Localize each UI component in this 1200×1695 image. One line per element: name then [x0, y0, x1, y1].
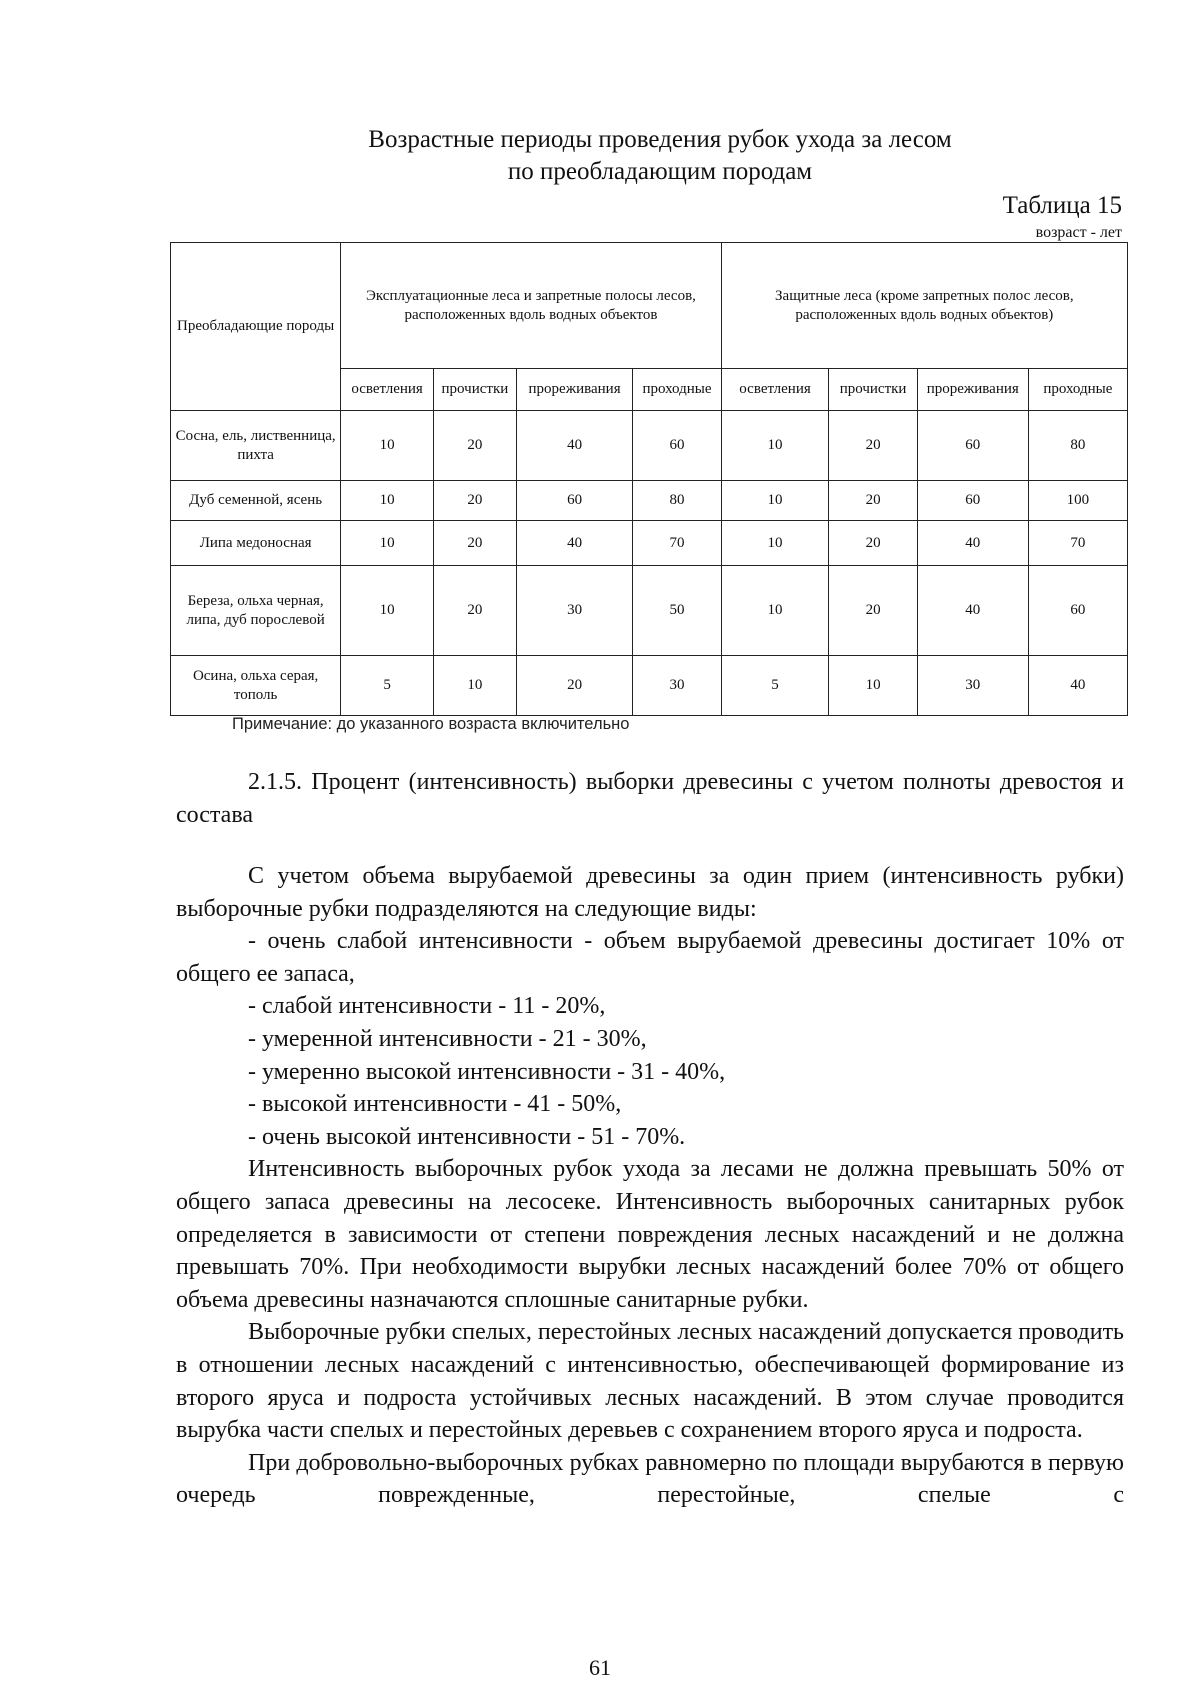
species-cell: Сосна, ель, лиственница, пихта: [171, 411, 341, 481]
table-title: [150, 124, 1170, 188]
subheader-cell: прореживания: [516, 369, 632, 411]
list-item: - умеренно высокой интенсивности - 31 - 40%,: [248, 1058, 726, 1085]
paragraph: При добровольно-выборочных рубках равномерно по площади вырубаются в первую очередь поврежденные, перестойные, спелые с: [176, 1449, 1124, 1509]
value-cell: 100: [1028, 481, 1127, 521]
table-note: Примечание: до указанного возраста включительно: [232, 715, 630, 733]
value-cell: 60: [1028, 566, 1127, 656]
value-cell: 40: [917, 566, 1028, 656]
page-number: 61: [589, 1655, 611, 1680]
value-cell: 5: [341, 656, 434, 716]
header-species: Преобладающие породы: [171, 243, 341, 411]
list-item: - умеренной интенсивности - 21 - 30%,: [248, 1025, 647, 1052]
value-cell: 40: [917, 521, 1028, 566]
value-cell: 10: [341, 481, 434, 521]
body-paragraphs: [176, 860, 1124, 1512]
table-number: Таблица 15: [1002, 192, 1122, 219]
paragraph: Выборочные рубки спелых, перестойных лесных насаждений допускается проводить в отношении лесных насаждений с интенсивностью, обеспечивающей формирование из второго яруса и подроста устойчивых лесных насаждений. В этом случае проводится вырубка части спелых и перестойных деревьев с сохранением второго яруса и подроста.: [176, 1319, 1124, 1444]
value-cell: 10: [341, 521, 434, 566]
value-cell: 20: [829, 481, 917, 521]
header-group-exploitation: Эксплуатационные леса и запретные полосы лесов, расположенных вдоль водных объектов: [341, 243, 721, 369]
species-cell: Липа медоносная: [171, 521, 341, 566]
value-cell: 80: [633, 481, 721, 521]
value-cell: 20: [829, 411, 917, 481]
value-cell: 10: [721, 521, 829, 566]
subheader-cell: прочистки: [433, 369, 516, 411]
value-cell: 20: [829, 566, 917, 656]
paragraph-intro: С учетом объема вырубаемой древесины за один прием (интенсивность рубки) выборочные рубки подразделяются на следующие виды:: [176, 863, 1124, 922]
value-cell: 20: [433, 566, 516, 656]
subheader-cell: проходные: [1028, 369, 1127, 411]
value-cell: 20: [516, 656, 632, 716]
value-cell: 5: [721, 656, 829, 716]
value-cell: 70: [633, 521, 721, 566]
value-cell: 30: [917, 656, 1028, 716]
subheader-cell: прочистки: [829, 369, 917, 411]
list-item: - слабой интенсивности - 11 - 20%,: [248, 993, 606, 1020]
value-cell: 30: [633, 656, 721, 716]
species-cell: Дуб семенной, ясень: [171, 481, 341, 521]
section-heading-text: 2.1.5. Процент (интенсивность) выборки древесины с учетом полноты древостоя и состава: [176, 769, 1124, 828]
value-cell: 60: [917, 411, 1028, 481]
value-cell: 60: [917, 481, 1028, 521]
subheader-cell: прореживания: [917, 369, 1028, 411]
value-cell: 10: [721, 566, 829, 656]
table-row: [171, 656, 1128, 716]
value-cell: 40: [516, 521, 632, 566]
list-item: - очень слабой интенсивности - объем вырубаемой древесины достигает 10% от общего ее запаса,: [176, 928, 1124, 987]
value-cell: 30: [516, 566, 632, 656]
table-header-row: [171, 243, 1128, 369]
table-row: [171, 566, 1128, 656]
value-cell: 10: [721, 481, 829, 521]
value-cell: 20: [433, 481, 516, 521]
value-cell: 10: [721, 411, 829, 481]
value-cell: 50: [633, 566, 721, 656]
species-cell: Береза, ольха черная, липа, дуб порослевой: [171, 566, 341, 656]
table-title-line1: Возрастные периоды проведения рубок ухода за лесом: [368, 126, 952, 153]
table-row: [171, 521, 1128, 566]
age-periods-table: [170, 242, 1128, 716]
table-title-line2: по преобладающим породам: [507, 158, 813, 185]
value-cell: 20: [433, 521, 516, 566]
value-cell: 20: [433, 411, 516, 481]
value-cell: 10: [341, 566, 434, 656]
value-cell: 80: [1028, 411, 1127, 481]
value-cell: 10: [433, 656, 516, 716]
value-cell: 20: [829, 521, 917, 566]
paragraph: Интенсивность выборочных рубок ухода за лесами не должна превышать 50% от общего запаса древесины на лесосеке. Интенсивность выборочных санитарных рубок определяется в зависимости от степени повреждения лесных насаждений и не должна превышать 70%. При необходимости вырубки лесных насаждений более 70% от общего объема древесины назначаются сплошные санитарные рубки.: [176, 1156, 1124, 1313]
table-row: [171, 411, 1128, 481]
table-units: возраст - лет: [1035, 224, 1122, 241]
value-cell: 10: [341, 411, 434, 481]
value-cell: 60: [516, 481, 632, 521]
subheader-cell: проходные: [633, 369, 721, 411]
value-cell: 40: [516, 411, 632, 481]
section-heading: [176, 766, 1124, 831]
list-item: - очень высокой интенсивности - 51 - 70%.: [248, 1123, 686, 1150]
header-group-protective: Защитные леса (кроме запретных полос лесов, расположенных вдоль водных объектов): [721, 243, 1127, 369]
value-cell: 40: [1028, 656, 1127, 716]
species-cell: Осина, ольха серая, тополь: [171, 656, 341, 716]
value-cell: 70: [1028, 521, 1127, 566]
subheader-cell: осветления: [721, 369, 829, 411]
value-cell: 60: [633, 411, 721, 481]
value-cell: 10: [829, 656, 917, 716]
subheader-cell: осветления: [341, 369, 434, 411]
table-row: [171, 481, 1128, 521]
list-item: - высокой интенсивности - 41 - 50%,: [248, 1091, 622, 1118]
